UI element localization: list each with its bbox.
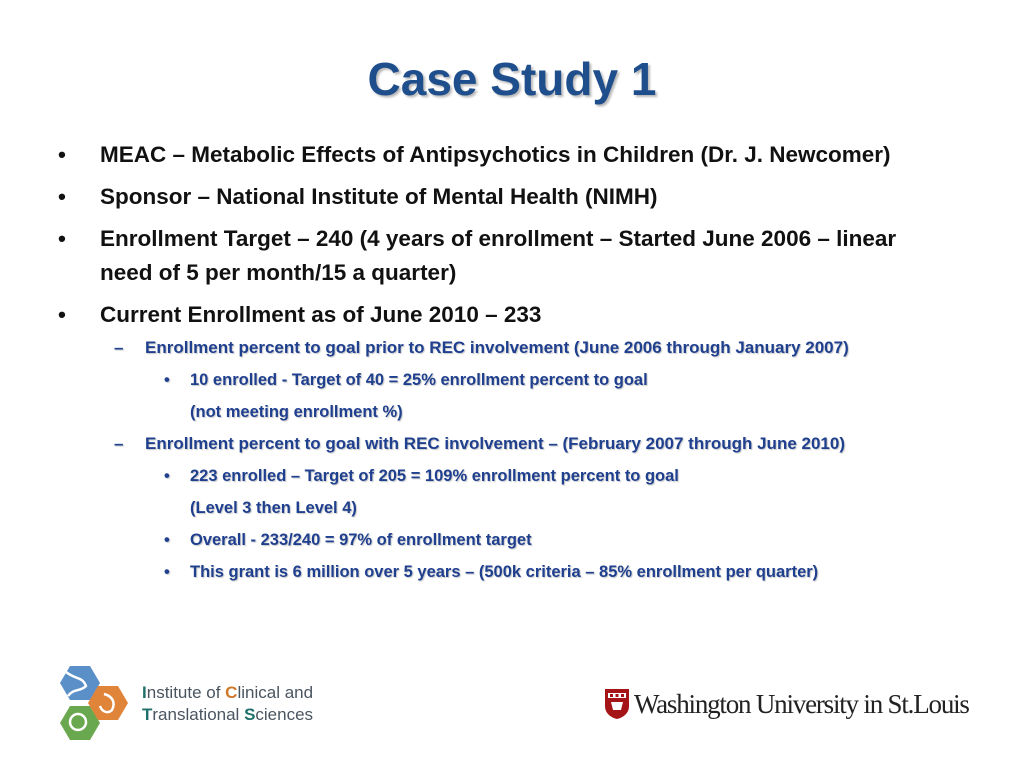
sub-sub-bullet-with-note: (Level 3 then Level 4) [190, 499, 357, 517]
bullet-enrollment-target: • Enrollment Target – 240 (4 years of enrollment – Started June 2006 – linear need of 5 per month/15 a quarter) [58, 222, 958, 290]
wustl-logo [604, 686, 976, 726]
icts-logo [52, 662, 352, 748]
sub-sub-bullet-grant: • This grant is 6 million over 5 years – (500k criteria – 85% enrollment per quarter) [58, 556, 958, 588]
bullet-meac: • MEAC – Metabolic Effects of Antipsychotics in Children (Dr. J. Newcomer) [58, 138, 958, 172]
bullet-sponsor: • Sponsor – National Institute of Mental Health (NIMH) [58, 180, 958, 214]
icts-wordmark: Institute of Clinical and Translational Sciences [142, 683, 314, 724]
bullet-current-enrollment: • Current Enrollment as of June 2010 – 233 [58, 298, 958, 332]
slide-title: Case Study 1 [367, 53, 657, 105]
sub-sub-bullet-with-enrolled: • 223 enrolled – Target of 205 = 109% enrollment percent to goal [58, 460, 958, 492]
wustl-wordmark: Washington University in St.Louis [634, 689, 969, 719]
bullet-list [58, 138, 958, 588]
sub-sub-bullet-prior-note: (not meeting enrollment %) [190, 403, 403, 421]
icts-emblem-icon [52, 662, 138, 748]
sub-sub-bullet-prior-enrolled: • 10 enrolled - Target of 40 = 25% enrollment percent to goal [58, 364, 958, 396]
wustl-shield-icon [604, 688, 630, 720]
sub-sub-bullet-overall: • Overall - 233/240 = 97% of enrollment target [58, 524, 958, 556]
sub-bullet-prior-rec: – Enrollment percent to goal prior to REC involvement (June 2006 through January 2007) [58, 332, 958, 364]
sub-bullet-with-rec: – Enrollment percent to goal with REC involvement – (February 2007 through June 2010) [58, 428, 958, 460]
